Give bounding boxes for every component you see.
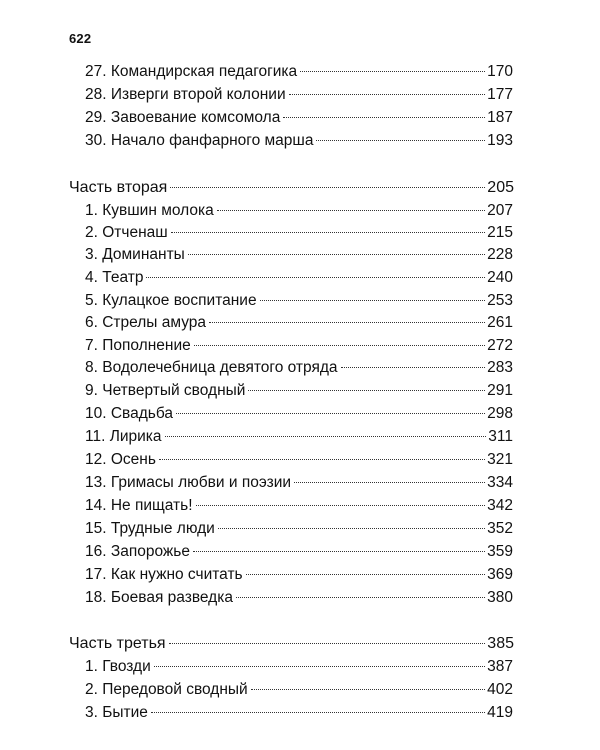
toc-chapter-entry <box>85 61 513 83</box>
chapter-title: 5. Кулацкое воспитание <box>85 292 257 309</box>
chapter-title: 3. Доминанты <box>85 246 185 263</box>
chapter-title: 8. Водолечебница девятого отряда <box>85 359 338 376</box>
dot-leader <box>341 367 486 368</box>
chapter-page: 207 <box>487 202 513 219</box>
toc-chapter-entry <box>85 335 513 357</box>
toc-chapter-entry <box>85 200 513 222</box>
chapter-page: 283 <box>487 359 513 376</box>
toc-chapter-entry <box>85 702 513 724</box>
dot-leader <box>236 597 485 598</box>
chapter-page: 359 <box>487 543 513 560</box>
dot-leader <box>218 528 485 529</box>
chapter-title: 9. Четвертый сводный <box>85 382 246 399</box>
chapter-title: 27. Командирская педагогика <box>85 63 298 80</box>
toc-chapter-entry <box>85 679 513 701</box>
chapter-page: 261 <box>487 314 513 331</box>
dot-leader <box>146 277 485 278</box>
dot-leader <box>169 643 486 644</box>
chapter-page: 187 <box>487 109 513 126</box>
dot-leader <box>170 187 485 188</box>
chapter-page: 228 <box>487 246 513 263</box>
chapter-title: 17. Как нужно считать <box>85 566 243 583</box>
dot-leader <box>248 390 485 391</box>
chapter-page: 334 <box>487 474 513 491</box>
toc-chapter-entry <box>85 403 513 425</box>
chapter-title: 13. Гримасы любви и поэзии <box>85 474 292 491</box>
chapter-title: 11. Лирика <box>85 428 162 445</box>
toc-chapter-entry <box>85 222 513 244</box>
toc-chapter-entry <box>85 656 513 678</box>
dot-leader <box>246 574 486 575</box>
chapter-page: 402 <box>487 681 513 698</box>
toc-chapter-entry <box>85 107 513 129</box>
part-title: Часть вторая <box>69 179 168 196</box>
chapter-page: 193 <box>487 132 513 149</box>
toc-chapter-entry <box>85 357 513 379</box>
chapter-page: 387 <box>487 658 513 675</box>
dot-leader <box>159 459 485 460</box>
dot-leader <box>188 254 485 255</box>
toc-chapter-entry <box>85 495 513 517</box>
dot-leader <box>300 71 485 72</box>
toc-chapter-entry <box>85 564 513 586</box>
toc-chapter-entry <box>85 380 513 402</box>
dot-leader <box>260 300 486 301</box>
dot-leader <box>193 551 485 552</box>
chapter-page: 272 <box>487 337 513 354</box>
toc-chapter-entry <box>85 84 513 106</box>
dot-leader <box>176 413 485 414</box>
chapter-title: 6. Стрелы амура <box>85 314 207 331</box>
part-page: 205 <box>487 179 514 196</box>
chapter-page: 419 <box>487 704 513 721</box>
dot-leader <box>251 689 485 690</box>
dot-leader <box>196 505 486 506</box>
dot-leader <box>171 232 485 233</box>
chapter-page: 380 <box>487 589 513 606</box>
toc-chapter-entry <box>85 267 513 289</box>
toc-chapter-entry <box>85 130 513 152</box>
toc-chapter-entry <box>85 426 513 448</box>
chapter-page: 253 <box>487 292 513 309</box>
chapter-title: 12. Осень <box>85 451 156 468</box>
chapter-page: 291 <box>487 382 513 399</box>
toc-chapter-entry <box>85 541 513 563</box>
toc-chapter-entry <box>85 518 513 540</box>
toc-chapter-entry <box>85 290 513 312</box>
toc-chapter-entry <box>85 312 513 334</box>
dot-leader <box>316 140 485 141</box>
chapter-page: 342 <box>487 497 513 514</box>
chapter-title: 7. Пополнение <box>85 337 191 354</box>
toc-chapter-entry <box>85 587 513 609</box>
chapter-page: 298 <box>487 405 513 422</box>
toc-chapter-entry <box>85 244 513 266</box>
chapter-title: 3. Бытие <box>85 704 148 721</box>
dot-leader <box>217 210 485 211</box>
dot-leader <box>283 117 485 118</box>
chapter-title: 14. Не пищать! <box>85 497 193 514</box>
chapter-page: 240 <box>487 269 513 286</box>
toc-part-heading <box>69 177 514 199</box>
part-page: 385 <box>487 635 514 652</box>
chapter-title: 2. Отченаш <box>85 224 168 241</box>
chapter-page: 215 <box>487 224 513 241</box>
chapter-title: 2. Передовой сводный <box>85 681 248 698</box>
chapter-title: 15. Трудные люди <box>85 520 215 537</box>
chapter-title: 4. Театр <box>85 269 144 286</box>
chapter-page: 369 <box>487 566 513 583</box>
chapter-title: 30. Начало фанфарного марша <box>85 132 314 149</box>
page-number: 622 <box>69 31 92 46</box>
chapter-page: 177 <box>487 86 513 103</box>
chapter-page: 311 <box>488 428 513 445</box>
chapter-title: 28. Изверги второй колонии <box>85 86 286 103</box>
dot-leader <box>289 94 486 95</box>
dot-leader <box>165 436 487 437</box>
toc-part-heading <box>69 633 514 655</box>
dot-leader <box>151 712 485 713</box>
dot-leader <box>154 666 485 667</box>
chapter-title: 18. Боевая разведка <box>85 589 233 606</box>
chapter-page: 352 <box>487 520 513 537</box>
chapter-page: 321 <box>487 451 513 468</box>
chapter-title: 29. Завоевание комсомола <box>85 109 281 126</box>
chapter-page: 170 <box>487 63 513 80</box>
dot-leader <box>209 322 485 323</box>
toc-chapter-entry <box>85 449 513 471</box>
chapter-title: 1. Кувшин молока <box>85 202 214 219</box>
dot-leader <box>294 482 485 483</box>
chapter-title: 1. Гвозди <box>85 658 151 675</box>
chapter-title: 16. Запорожье <box>85 543 190 560</box>
dot-leader <box>194 345 485 346</box>
part-title: Часть третья <box>69 635 166 652</box>
chapter-title: 10. Свадьба <box>85 405 173 422</box>
toc-chapter-entry <box>85 472 513 494</box>
